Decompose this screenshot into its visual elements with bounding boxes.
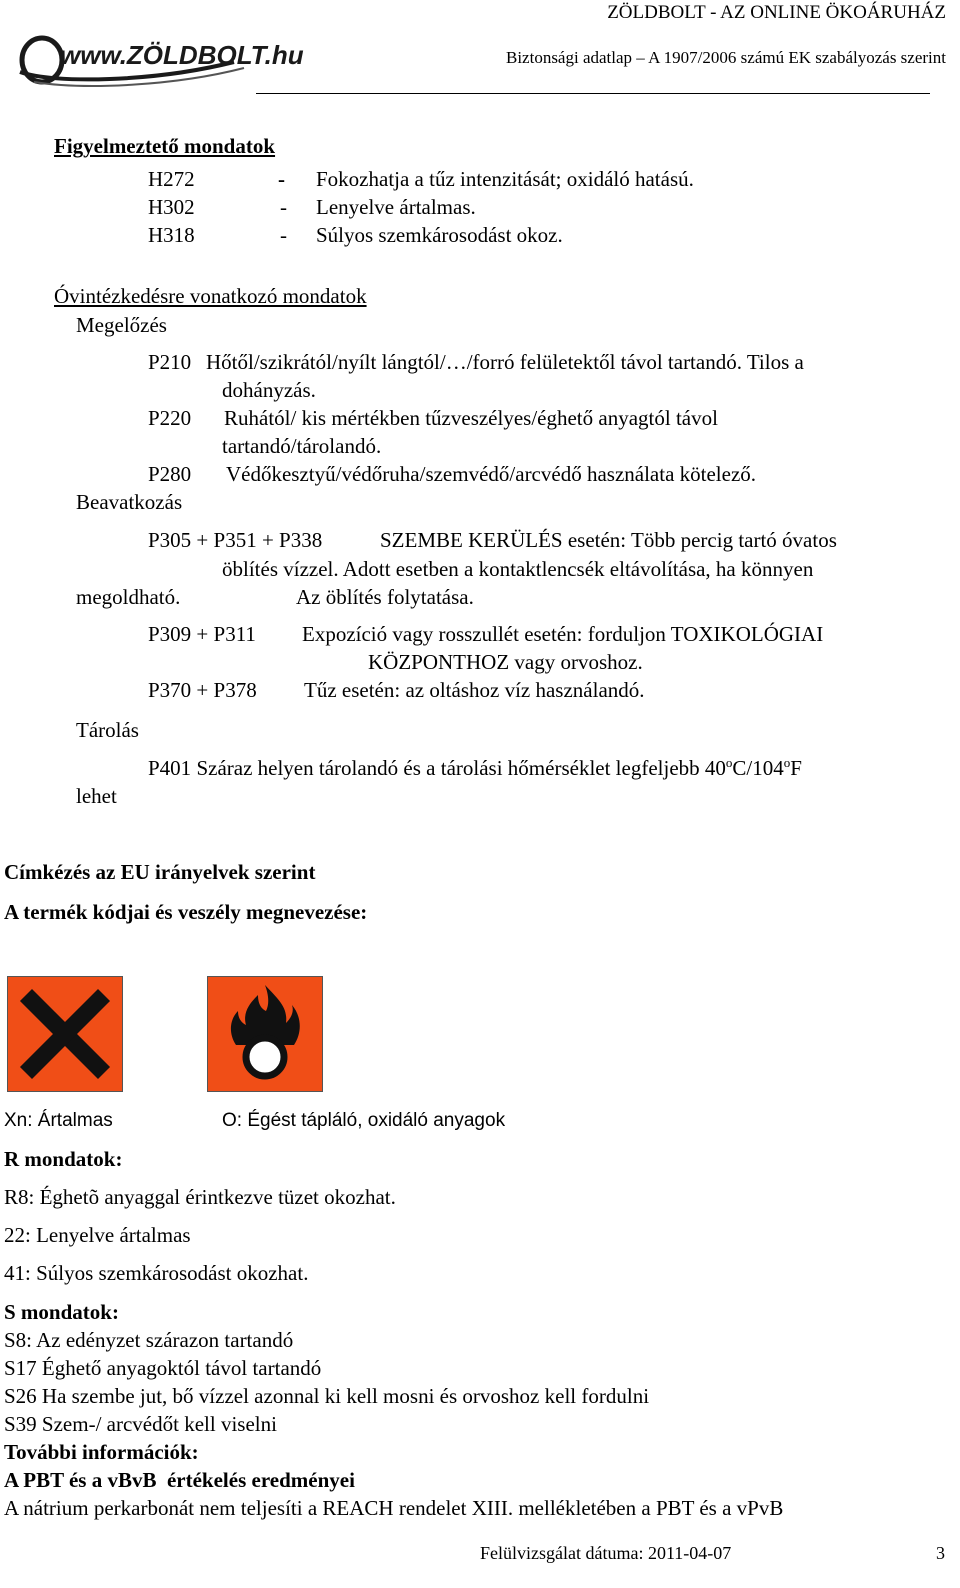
p280-code: P280 bbox=[148, 462, 192, 486]
warnings-heading: Figyelmeztető mondatok bbox=[54, 134, 276, 158]
p401-line bbox=[148, 754, 802, 782]
p220-code: P220 bbox=[148, 406, 192, 430]
p220-text: Ruhától/ kis mértékben tűzveszélyes/éghető anyagtól távol bbox=[224, 406, 718, 430]
xn-hazard-symbol bbox=[7, 976, 123, 1092]
s-phrase: S8: Az edényzet szárazon tartandó bbox=[4, 1328, 294, 1352]
review-date: Felülvizsgálat dátuma: 2011-04-07 bbox=[480, 1543, 732, 1563]
s-phrase: S26 Ha szembe jut, bő vízzel azonnal ki kell mosni és orvoshoz kell fordulni bbox=[4, 1384, 650, 1408]
p280-text: Védőkesztyű/védőruha/szemvédő/arcvédő használata kötelező. bbox=[226, 462, 757, 486]
p401-code: P401 bbox=[148, 756, 192, 780]
pbt-heading: A PBT és a vBvB értékelés eredményei bbox=[4, 1468, 355, 1492]
p305-text-cont: öblítés vízzel. Adott esetben a kontaktlencsék eltávolítása, ha könnyen bbox=[222, 557, 814, 581]
degree-sup: o bbox=[783, 755, 791, 770]
warning-text: Lenyelve ártalmas. bbox=[316, 195, 476, 219]
warning-dash: - bbox=[278, 167, 285, 191]
warning-dash: - bbox=[280, 195, 287, 219]
response-label: Beavatkozás bbox=[76, 490, 183, 514]
r-phrase: R8: Éghetõ anyaggal érintkezve tüzet okozhat. bbox=[4, 1185, 396, 1209]
s-phrase: S39 Szem-/ arcvédőt kell viselni bbox=[4, 1412, 277, 1436]
p370-text: Tűz esetén: az oltáshoz víz használandó. bbox=[304, 678, 645, 702]
p210-code: P210 bbox=[148, 350, 192, 374]
header-rule bbox=[256, 93, 930, 94]
labelling-heading: Címkézés az EU irányelvek szerint bbox=[4, 860, 316, 884]
xn-caption: Xn: Ártalmas bbox=[4, 1110, 113, 1131]
r-phrase: 41: Súlyos szemkárosodást okozhat. bbox=[4, 1261, 309, 1285]
page-number: 3 bbox=[936, 1543, 945, 1563]
p401-text: Száraz helyen tárolandó és a tárolási hőmérséklet legfeljebb 40 bbox=[196, 756, 726, 780]
flame-over-circle-icon bbox=[208, 977, 322, 1091]
r-phrase: 22: Lenyelve ártalmas bbox=[4, 1223, 191, 1247]
p220-text-cont: tartandó/tárolandó. bbox=[222, 434, 382, 458]
precautions-heading: Óvintézkedésre vonatkozó mondatok bbox=[54, 284, 367, 308]
p305-code: P305 + P351 + P338 bbox=[148, 528, 323, 552]
p309-text: Expozíció vagy rosszullét esetén: forduljon TOXIKOLÓGIAI bbox=[302, 622, 824, 646]
o-caption: O: Égést tápláló, oxidáló anyagok bbox=[222, 1110, 506, 1131]
s-phrases-heading: S mondatok: bbox=[4, 1300, 119, 1324]
header-title: ZÖLDBOLT - AZ ONLINE ÖKOÁRUHÁZ bbox=[607, 2, 946, 23]
warning-text: Súlyos szemkárosodást okoz. bbox=[316, 223, 563, 247]
further-info-heading: További információk: bbox=[4, 1440, 199, 1464]
prevention-label: Megelőzés bbox=[76, 313, 167, 337]
p309-text-cont: KÖZPONTHOZ vagy orvoshoz. bbox=[368, 650, 643, 674]
storage-label: Tárolás bbox=[76, 718, 139, 742]
warning-code: H318 bbox=[148, 223, 195, 247]
x-cross-icon bbox=[8, 977, 122, 1091]
p210-text-cont: dohányzás. bbox=[222, 378, 316, 402]
p305-text: SZEMBE KERÜLÉS esetén: Több percig tartó óvatos bbox=[380, 528, 837, 552]
header-subtitle: Biztonsági adatlap – A 1907/2006 számú EK szabályozás szerint bbox=[505, 48, 946, 67]
p370-code: P370 + P378 bbox=[148, 678, 257, 702]
p401-text-c: F bbox=[790, 756, 802, 780]
warning-code: H302 bbox=[148, 195, 195, 219]
degree-sup: o bbox=[725, 755, 733, 770]
p305-text-rinse: Az öblítés folytatása. bbox=[296, 585, 474, 609]
r-phrases-heading: R mondatok: bbox=[4, 1147, 123, 1171]
zoldbolt-logo bbox=[14, 20, 304, 90]
svg-text:www.ZÖLDBOLT.hu: www.ZÖLDBOLT.hu bbox=[60, 40, 304, 70]
warning-text: Fokozhatja a tűz intenzitását; oxidáló hatású. bbox=[316, 167, 694, 191]
o-hazard-symbol bbox=[207, 976, 323, 1092]
warning-dash: - bbox=[280, 223, 287, 247]
warning-code: H272 bbox=[148, 167, 195, 191]
p305-text-end: megoldható. bbox=[76, 585, 181, 609]
p401-text-b: C/104 bbox=[732, 756, 784, 780]
labelling-subheading: A termék kódjai és veszély megnevezése: bbox=[4, 900, 368, 924]
pbt-text: A nátrium perkarbonát nem teljesíti a REACH rendelet XIII. mellékletében a PBT és a vPvB bbox=[4, 1496, 784, 1520]
p210-text: Hőtől/szikrától/nyílt lángtól/…/forró felületektől távol tartandó. Tilos a bbox=[206, 350, 804, 374]
p401-text-cont: lehet bbox=[76, 784, 117, 808]
s-phrase: S17 Éghető anyagoktól távol tartandó bbox=[4, 1356, 322, 1380]
p309-code: P309 + P311 bbox=[148, 622, 256, 646]
